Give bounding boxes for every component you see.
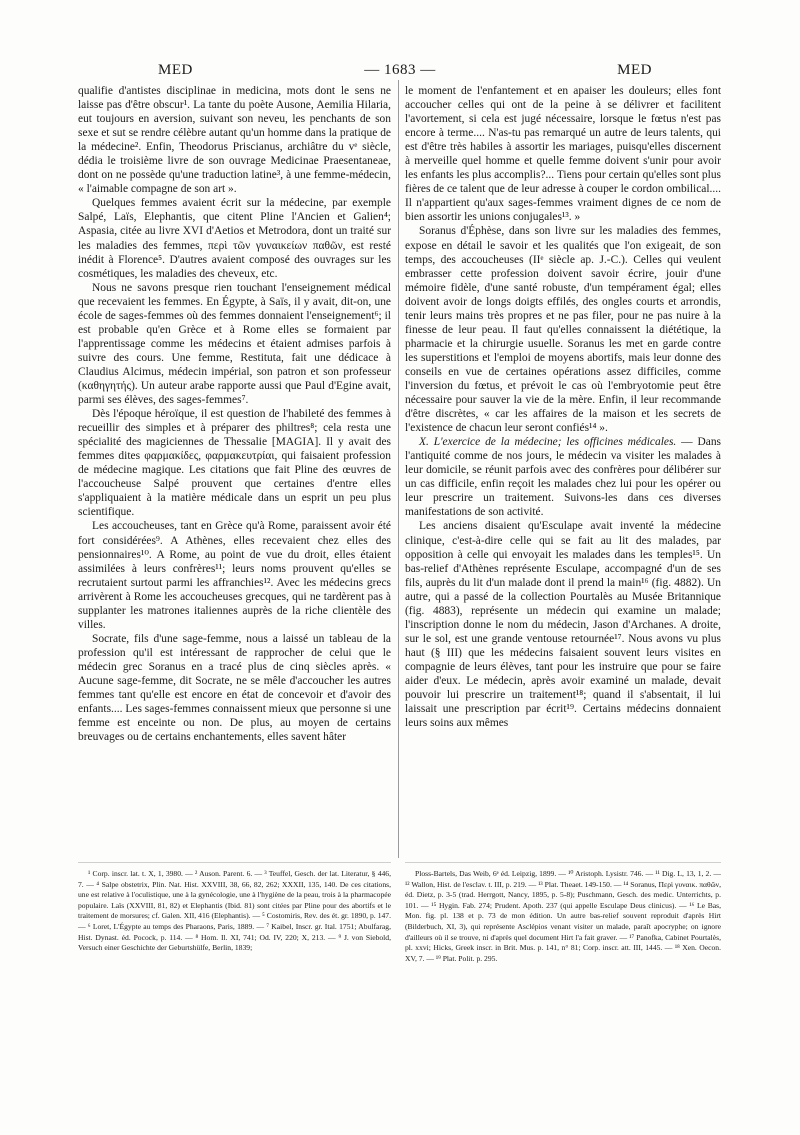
section-intro: — Dans l'antiquité comme de nos jours, le médecin va visiter les malades à leur domicile, se réunit parfois avec des confrères pour délibérer sur un cas difficile, enfin reçoit les malades chez lui pour les opérer ou leur prescrire un traitement. Suivons-les dans ces diverses manifestations de son activité. [405,436,721,519]
footnote-separator [405,862,721,863]
paragraph: Les anciens disaient qu'Esculape avait inventé la médecine clinique, c'est-à-dire celle qui se fait au lit des malades, par opposition à celle qui envoyait les malades dans les temples¹⁵. Un bas-relief d'Athènes représente Esculape, accompagné d'un de ses fils, auprès du lit d'un malade dont il prend la main¹⁶ (fig. 4882). Un autre, qui a passé de la collection Pourtalès au Musée Britannique (fig. 4883), représente un médecin qui examine un malade; l'inscription donne le nom du médecin, Jason d'Archanes. A droite, sur le sol, est une grande ventouse retournée¹⁷. Nous avons vu plus haut (§ III) que les médecins faisaient souvent leurs visites en compagnie de leurs élèves, tant pour les instruire que pour se faire aider d'eux. Le médecin, après avoir examiné un malade, devait pouvoir lui prescrire un traitement¹⁸; quand il s'absentait, il lui laissait une prescription par écrit¹⁹. Certains médecins donnaient leurs soins aux mêmes [405,520,721,730]
section-heading [405,435,721,519]
section-heading-text: X. L'exercice de la médecine; les officines médicales. [419,436,677,449]
page-number: — 1683 — [364,62,436,78]
footnotes-right [405,869,721,964]
running-header [90,62,710,84]
paragraph: Quelques femmes avaient écrit sur la médecine, par exemple Salpé, Laïs, Elephantis, que citent Pline l'Ancien et Galien⁴; Aspasia, citée au livre XVI d'Aetios et Metrodora, dont un traité sur les maladies des femmes, περὶ τῶν γυναικείων παθῶν, est resté inédit à Florence⁵. D'autres avaient composé des ouvrages sur les cosmétiques, les maladies des cheveux, etc. [78,197,391,280]
paragraph: Les accoucheuses, tant en Grèce qu'à Rome, paraissent avoir été fort considérées⁹. A Athènes, elles recevaient chez elles des pensionnaires¹⁰. A Rome, au point de vue du droit, elles étaient assimilées à leurs confrères¹¹; leurs noms prouvent qu'elles se recrutaient surtout parmi les affranchies¹². Avec les médecins grecs arrivèrent à Rome les accoucheuses grecques, qui ne tardèrent pas à supplanter les matrones italiennes auprès de la riche clientèle des villes. [78,520,391,631]
column-divider [398,80,399,858]
header-right-word: MED [617,62,652,78]
paragraph: Soranus d'Éphèse, dans son livre sur les maladies des femmes, expose en détail le savoir et les qualités que l'on exigeait, de son temps, des accoucheuses (IIᵉ siècle ap. J.-C.). Celles qui veulent embrasser cette profession doivent savoir écrire, jouir d'une mémoire fidèle, d'une santé robuste, d'un tempérament égal; elles doivent avoir de longs doigts effilés, des ongles courts et arrondis, tenir leurs mains très propres et ne pas filer, pour ne pas nuire à la finesse de leur peau. Il faut qu'elles connaissent la diététique, la pharmacie et la chirurgie usuelle. Soranus les met en garde contre les superstitions et l'emploi de moyens abortifs, mais leur donne des conseils en vue de certaines opérations assez difficiles, comme l'inversion du fœtus, et prévoit le cas où l'embryotomie peut être nécessaire pour sauver la vie de la mère. Enfin, il leur recommande d'être discrètes, « car les affaires de la maison et les secrets de l'existence de chacun leur seront confiés¹⁴ ». [405,225,721,435]
paragraph: qualifie d'antistes disciplinae in medicina, mots dont le sens ne laisse pas d'être obscur¹. La tante du poète Ausone, Aemilia Hilaria, eut toujours en aversion, suivant son neveu, les penchants de son sexe et sut se rendre célèbre autant qu'un homme dans la pratique de la médecine². Enfin, Theodorus Priscianus, archiâtre du vᵉ siècle, dédia le troisième livre de son ouvrage Medicinae Praesentaneae, dont on ne possède qu'une traduction latine³, à une femme-médecin, « l'aimable compagne de son art ». [78,85,391,196]
footnotes-left [78,869,391,954]
footnote-block: Ploss-Bartels, Das Weib, 6ᵉ éd. Leipzig, 1899. — ¹⁰ Aristoph. Lysistr. 746. — ¹¹ Dig. L, 13, 1, 2. — ¹² Wallon, Hist. de l'esclav. t. III, p. 219. — ¹³ Plat. Theaet. 149-150. — ¹⁴ Soranus, Περὶ γυναικ. παθῶν, éd. Dietz, p. 3-5 (trad. Herrgott, Nancy, 1895, p. 5-8); Puschmann, Gesch. des medic. Unterrichts, p. 101. — ¹⁵ Hygin. Fab. 274; Prudent. Apoth. 237 (qui appelle Esculape Deus clinicus). — ¹⁶ Le Bas, Mon. fig. pl. 138 et p. 73 de mon édition. Un autre bas-relief souvent reproduit d'après Hirt (Bilderbuch, XI, 3), qui représente Asclépios venant visiter un malade, paraît apocryphe; on ignore d'ailleurs où il se trouve, ni d'après quel document Hirt l'a fait graver. — ¹⁷ Panofka, Cabinet Pourtalès, pl. xxvi; Hicks, Greek inscr. in Brit. Mus. p. 141, n° 81; Corp. inscr. att. III, 1445. — ¹⁸ Xen. Oecon. XV, 7. — ¹⁹ Plat. Polit. p. 295. [405,869,721,963]
footnote-block: ¹ Corp. inscr. lat. t. X, 1, 3980. — ² Auson. Parent. 6. — ³ Teuffel, Gesch. der lat. Literatur, § 446, 7. — ⁴ Salpe obstetrix, Plin. Nat. Hist. XXVIII, 38, 66, 82, 262; XXXII, 135, 140. De ces citations, une est relative à l'oculistique, une à la gynécologie, une à l'hygiène de la peau, trois à la pharmacopée populaire. Laïs (XXVIII, 81, 82) et Elephantis (Ibid. 81) sont citées par Pline pour des abortifs et le traitement de morsures; cf. Galen. XII, 416 (Elephantis). — ⁵ Costomiris, Rev. des ét. gr. 1890, p. 147. — ⁶ Loret, L'Égypte au temps des Pharaons, Paris, 1889. — ⁷ Kaibel, Inscr. gr. Ital. 1751; Abulfarag, Hist. Dynast. éd. Pocock, p. 114. — ⁸ Hom. Il. XI, 741; Od. IV, 220; X, 213. — ⁹ J. von Siebold, Versuch einer Geschichte der Geburtshülfe, Berlin, 1839; [78,869,391,953]
header-left-word: MED [158,62,193,78]
paragraph: Nous ne savons presque rien touchant l'enseignement médical que recevaient les femmes. En Égypte, à Saïs, il y avait, dit-on, une école de sages-femmes où des femmes donnaient l'enseignement⁶; il est probable qu'en Grèce et à Rome elles se formaient par l'apprentissage comme les médecins et étaient admises parfois à suivre des cours. Une femme, Restituta, fait une dédicace à Claudius Alcimus, médecin impérial, son patron et son professeur (καθηγητής). Un auteur arabe rapporte aussi que Paul d'Egine avait, parmi ses élèves, des sages-femmes⁷. [78,281,391,407]
right-column [405,84,721,730]
footnote-separator [78,862,391,863]
paragraph: Socrate, fils d'une sage-femme, nous a laissé un tableau de la profession qu'il est intéressant de rapprocher de celui que le médecin grec Soranus en a tracé plus de cinq siècles après. « Aucune sage-femme, dit Socrate, ne se mêle d'accoucher les autres femmes tant qu'elle est encore en état de concevoir et d'avoir des enfants.... Les sages-femmes connaissent mieux que personne si une femme est enceinte ou non. De plus, au moyen de certains breuvages ou de certains enchantements, elles savent hâter [78,632,391,744]
left-column [78,84,391,744]
paragraph: Dès l'époque héroïque, il est question de l'habileté des femmes à recueillir des simples et à préparer des philtres⁸; cela resta une spécialité des magiciennes de Thessalie [MAGIA]. Il y avait des femmes dites φαρμακίδες, φαρμακευτρίαι, qui faisaient profession de médecine magique. Les citations que fait Pline des œuvres de l'accoucheuse Salpé prouvent que certaines d'entre elles s'appliquaient à la matière médicale dans un esprit un peu plus scientifique. [78,408,391,519]
paragraph: le moment de l'enfantement et en apaiser les douleurs; elles font accoucher celles qui ont de la peine à se délivrer et facilitent l'avortement, si cela est jugé nécessaire, lorsque le fœtus n'est pas encore à terme.... N'as-tu pas remarqué un autre de leurs talents, qui est d'être très habiles à assortir les mariages, puisqu'elles discernent à merveille quel homme et quelle femme doivent s'unir pour avoir les enfants les plus accomplis?... Tiens pour certain qu'elles sont plus fières de ce talent que de leur adresse à couper le cordon ombilical.... Il n'appartient qu'aux sages-femmes vraiment dignes de ce nom de bien assortir les unions conjugales¹³. » [405,85,721,224]
